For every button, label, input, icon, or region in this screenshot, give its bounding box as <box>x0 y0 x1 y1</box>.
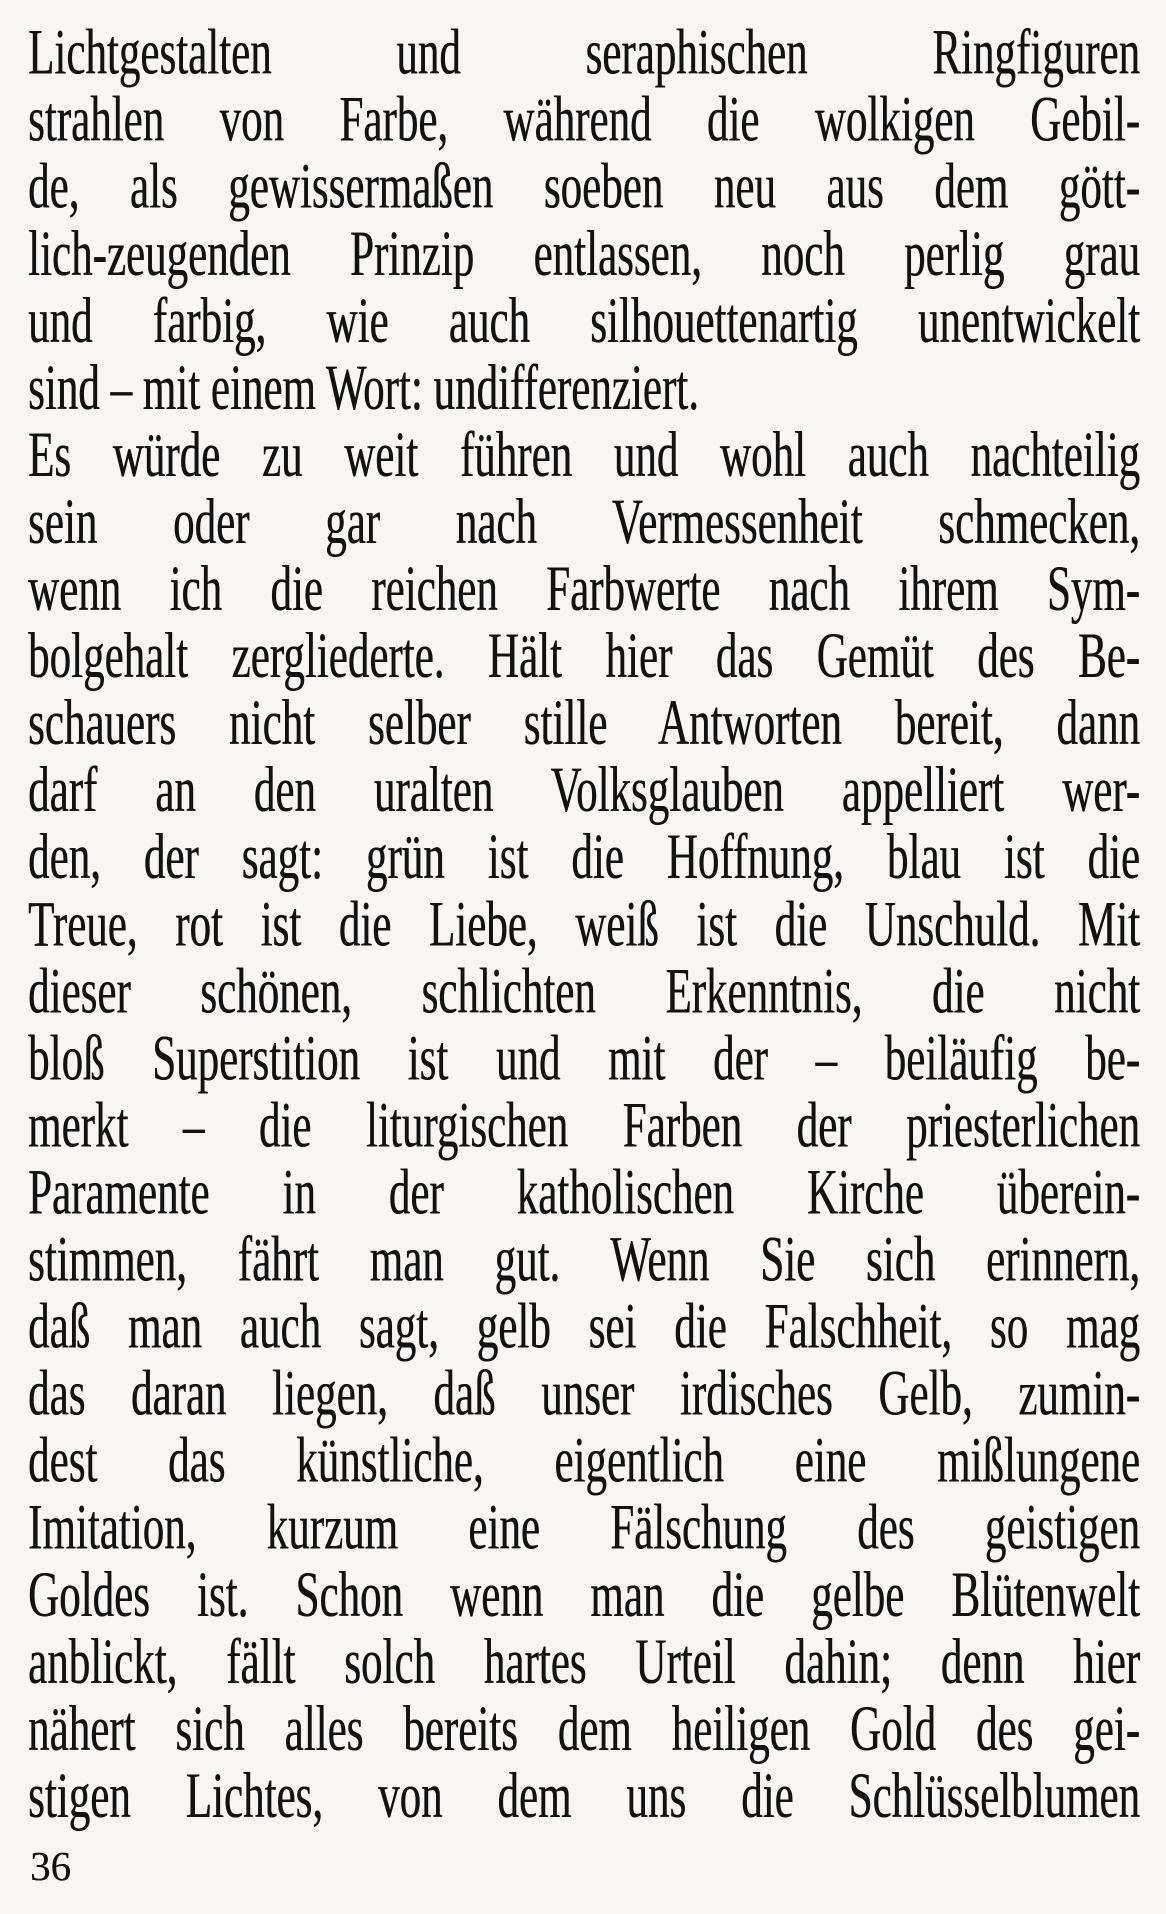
text-line: dieser schönen, schlichten Erkenntnis, die nicht <box>28 957 1140 1028</box>
text-line: bolgehalt zergliederte. Hält hier das Gemüt des Be- <box>28 621 1140 692</box>
text-line: Lichtgestalten und seraphischen Ringfiguren <box>28 18 1140 89</box>
page-number: 36 <box>30 1843 71 1889</box>
text-line: den, der sagt: grün ist die Hoffnung, blau ist die <box>28 823 1140 894</box>
text-line: das daran liegen, daß unser irdisches Gelb, zumin- <box>28 1359 1140 1430</box>
text-line: nähert sich alles bereits dem heiligen Gold des gei- <box>28 1694 1140 1765</box>
text-line: bloß Superstition ist und mit der – beiläufig be- <box>28 1024 1140 1095</box>
text-line: stigen Lichtes, von dem uns die Schlüsselblumen <box>28 1761 1140 1832</box>
text-line: anblickt, fällt solch hartes Urteil dahin; denn hier <box>28 1627 1140 1698</box>
text-line: Imitation, kurzum eine Fälschung des geistigen <box>28 1493 1140 1564</box>
text-line: Paramente in der katholischen Kirche überein- <box>28 1158 1140 1229</box>
body-text <box>28 20 1140 1830</box>
text-line: sein oder gar nach Vermessenheit schmecken, <box>28 487 1140 558</box>
text-line: wenn ich die reichen Farbwerte nach ihrem Sym- <box>28 554 1140 625</box>
text-line: Es würde zu weit führen und wohl auch nachteilig <box>28 420 1140 491</box>
text-line: daß man auch sagt, gelb sei die Falschheit, so mag <box>28 1292 1140 1363</box>
text-line: lich-zeugenden Prinzip entlassen, noch perlig grau <box>28 219 1140 290</box>
text-line: darf an den uralten Volksglauben appelliert wer- <box>28 756 1140 827</box>
text-line: dest das künstliche, eigentlich eine mißlungene <box>28 1426 1140 1497</box>
text-line: sind – mit einem Wort: undifferenziert. <box>28 353 699 424</box>
text-line: schauers nicht selber stille Antworten bereit, dann <box>28 689 1140 760</box>
text-line: und farbig, wie auch silhouettenartig unentwickelt <box>28 286 1140 357</box>
text-line: stimmen, fährt man gut. Wenn Sie sich erinnern, <box>28 1225 1140 1296</box>
text-line: Treue, rot ist die Liebe, weiß ist die Unschuld. Mit <box>28 890 1140 961</box>
text-line: strahlen von Farbe, während die wolkigen Gebil- <box>28 85 1140 156</box>
text-line: Goldes ist. Schon wenn man die gelbe Blütenwelt <box>28 1560 1140 1631</box>
text-line: de, als gewissermaßen soeben neu aus dem gött- <box>28 152 1140 223</box>
text-line: merkt – die liturgischen Farben der priesterlichen <box>28 1091 1140 1162</box>
